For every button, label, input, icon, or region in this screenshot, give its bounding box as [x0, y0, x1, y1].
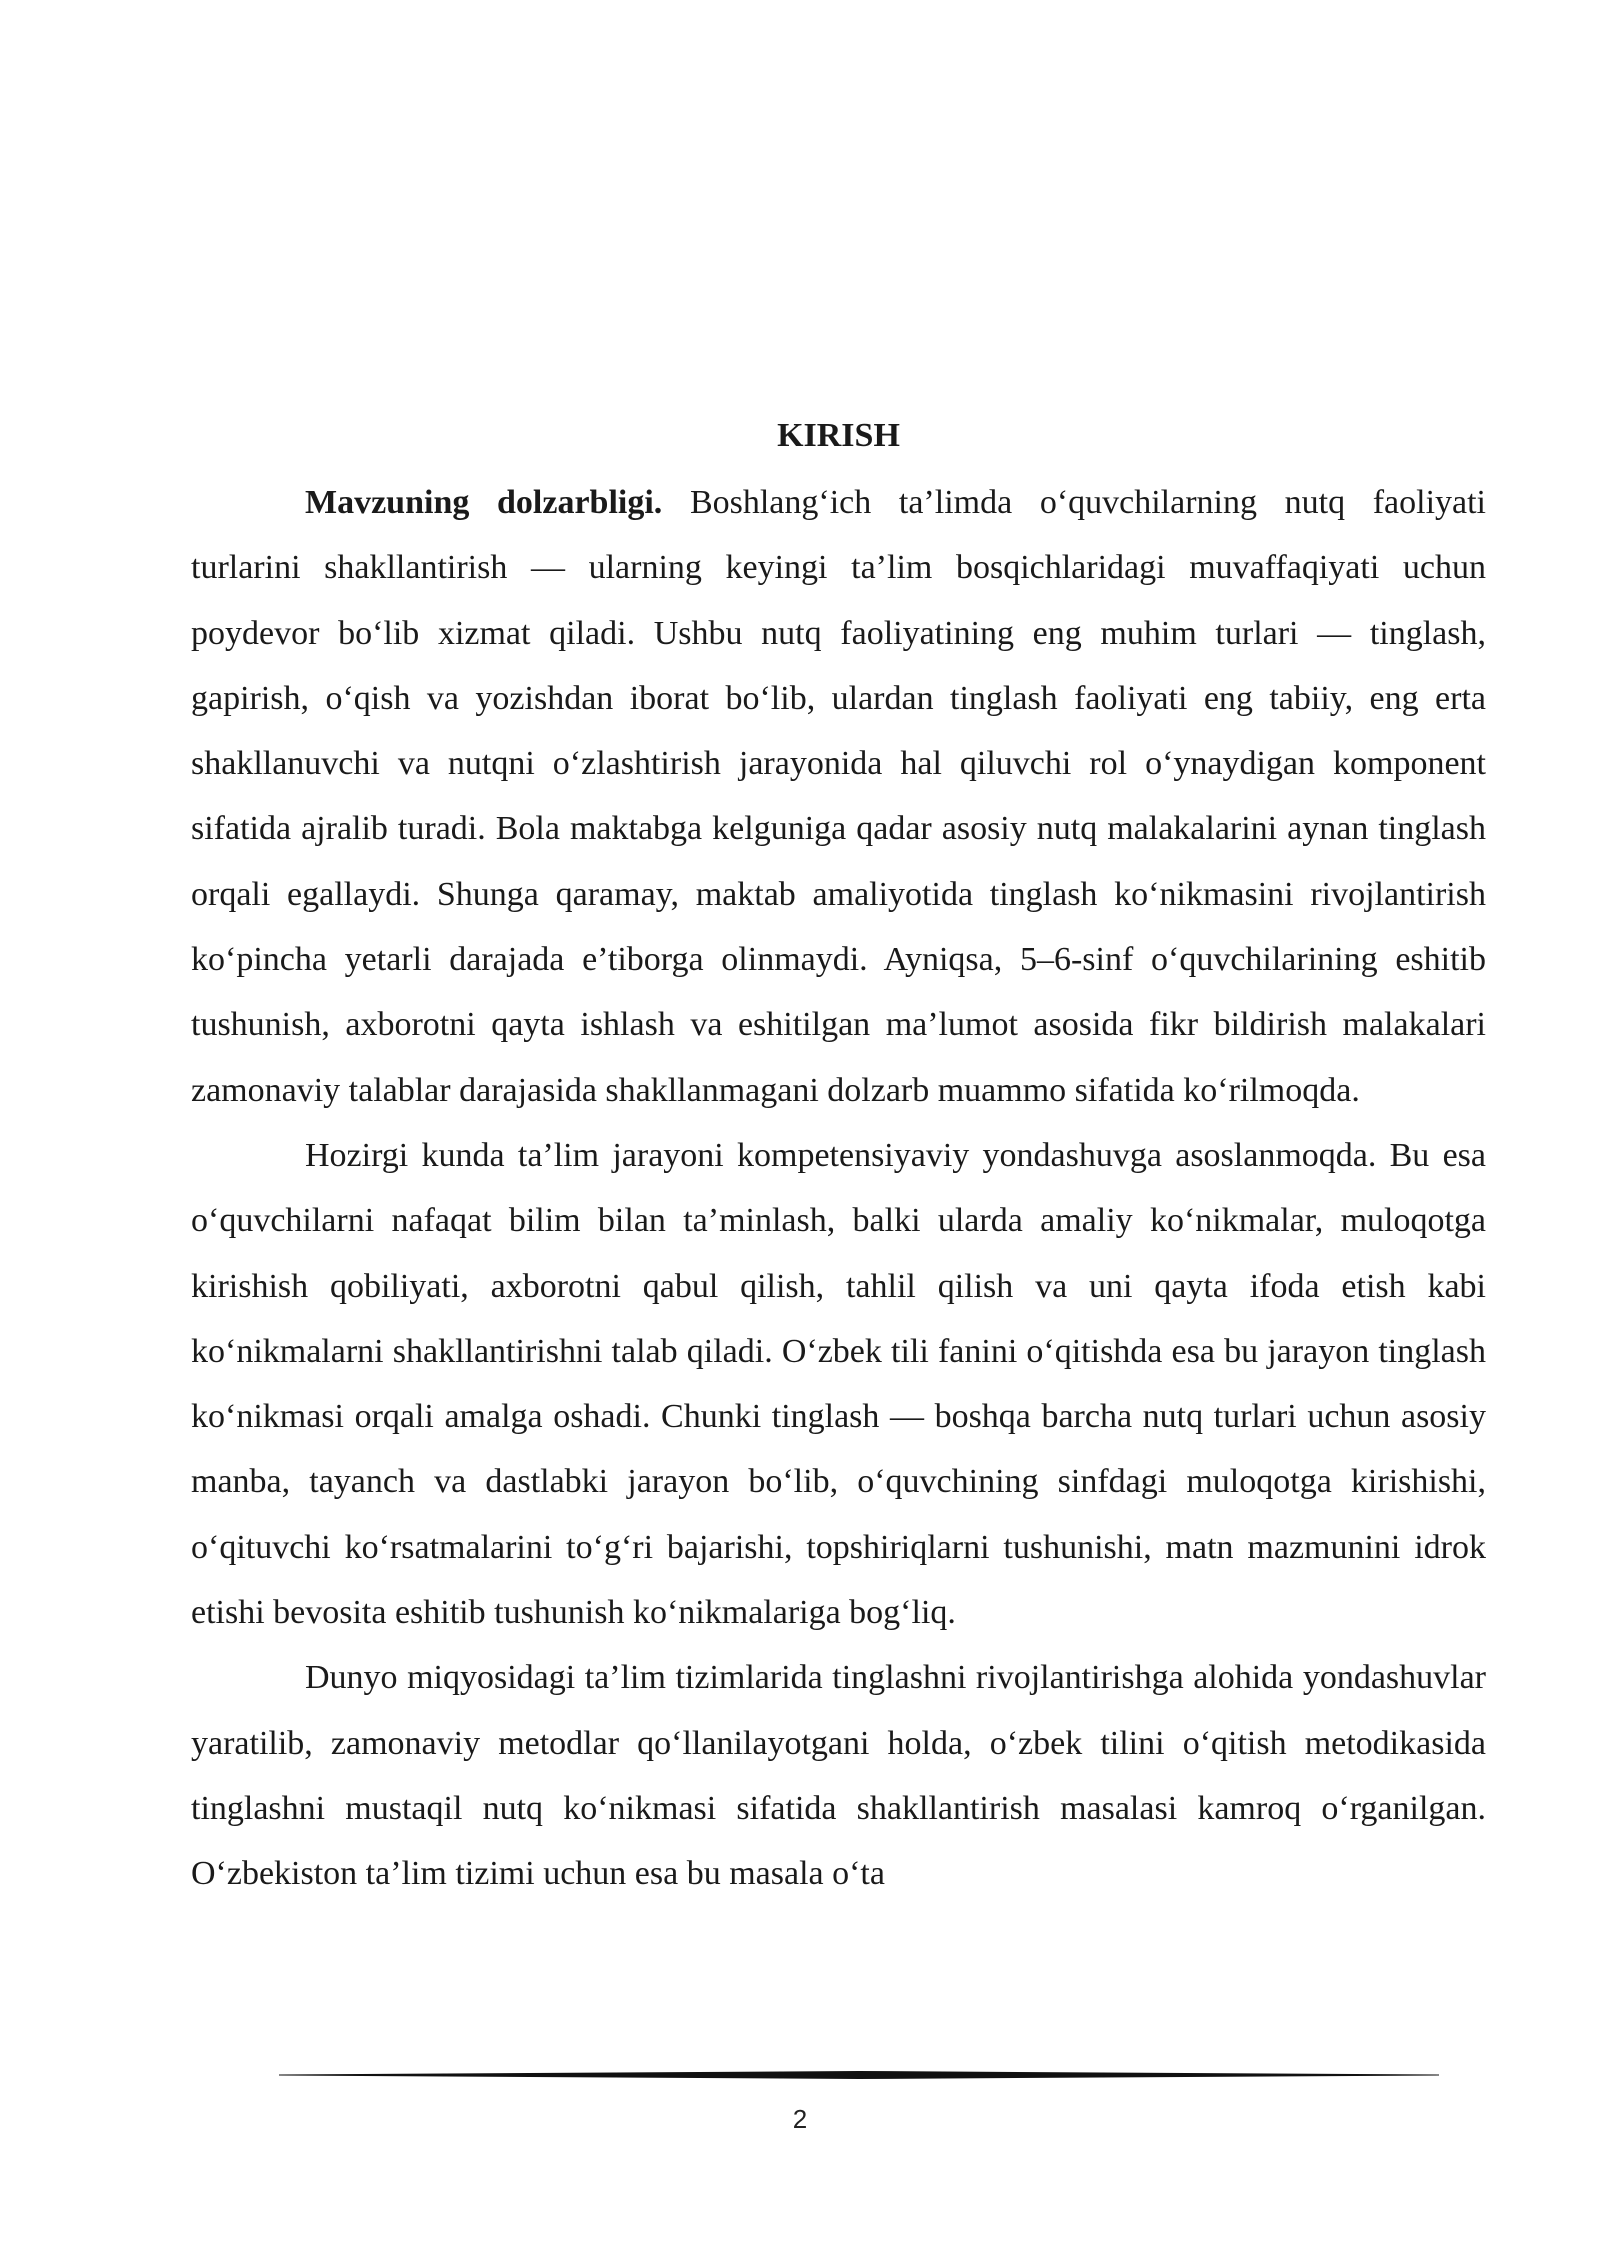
section-heading: KIRISH: [777, 417, 900, 454]
paragraph-text: Boshlang‘ich ta’limda o‘quvchilarning nutq faoliyati turlarini shakllantirish — ularning keyingi ta’lim bosqichlaridagi muvaffaqiyati uchun poydevor bo‘lib xizmat qiladi. Ushbu nutq faoliyatining eng muhim turlari — tinglash, gapirish, o‘qish va yozishdan iborat bo‘lib, ulardan tinglash faoliyati eng tabiiy, eng erta shakllanuvchi va nutqni o‘zlashtirish jarayonida hal qiluvchi rol o‘ynaydigan komponent sifatida ajralib turadi. Bola maktabga kelguniga qadar asosiy nutq malakalarini aynan tinglash orqali egallaydi. Shunga qaramay, maktab amaliyotida tinglash ko‘nikmasini rivojlantirish ko‘pincha yetarli darajada e’tiborga olinmaydi. Ayniqsa, 5–6-sinf o‘quvchilarining eshitib tushunish, axborotni qayta ishlash va eshitilgan ma’lumot asosida fikr bildirish malakalari zamonaviy talablar darajasida shakllanmagani dolzarb muammo sifatida ko‘rilmoqda.: [191, 484, 1487, 1109]
paragraph-relevance: [191, 470, 1486, 1123]
paragraph-world-systems: Dunyo miqyosidagi ta’lim tizimlarida tinglashni rivojlantirishga alohida yondashuvlar yaratilib, zamonaviy metodlar qo‘llanilayotgani holda, o‘zbek tilini o‘qitish metodikasida tinglashni mustaqil nutq ko‘nikmasi sifatida shakllantirish masalasi kamroq o‘rganilgan. O‘zbekiston ta’lim tizimi uchun esa bu masala o‘ta: [191, 1659, 1486, 1893]
paragraph-lead: Mavzuning dolzarbligi.: [305, 484, 663, 521]
body-text: [191, 470, 1486, 1907]
footer-rule: [279, 2069, 1439, 2081]
page-number: 2: [792, 2104, 808, 2134]
paragraph-competency: Hozirgi kunda ta’lim jarayoni kompetensiyaviy yondashuvga asoslanmoqda. Bu esa o‘quvchilarni nafaqat bilim bilan ta’minlash, balki ularda amaliy ko‘nikmalar, muloqotga kirishish qobiliyati, axborotni qabul qilish, tahlil qilish va uni qayta ifoda etish kabi ko‘nikmalarni shakllantirishni talab qiladi. O‘zbek tili fanini o‘qitishda esa bu jarayon tinglash ko‘nikmasi orqali amalga oshadi. Chunki tinglash — boshqa barcha nutq turlari uchun asosiy manba, tayanch va dastlabki jarayon bo‘lib, o‘quvchining sinfdagi muloqotga kirishishi, o‘qituvchi ko‘rsatmalarini to‘g‘ri bajarishi, topshiriqlarni tushunishi, matn mazmunini idrok etishi bevosita eshitib tushunish ko‘nikmalariga bog‘liq.: [191, 1136, 1486, 1632]
